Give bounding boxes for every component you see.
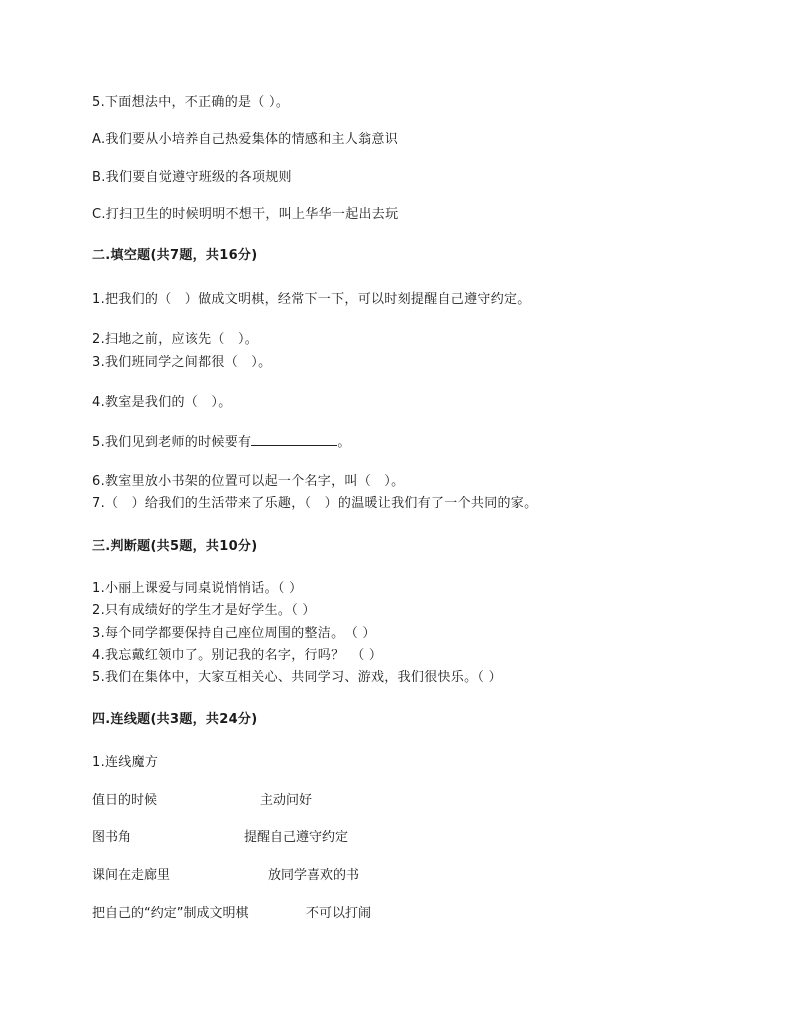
match-left-item[interactable]: 值日的时候 xyxy=(92,793,158,808)
fill-q5-prefix: 5.我们见到老师的时候要有 xyxy=(92,435,252,450)
answer-blank[interactable] xyxy=(251,433,337,446)
fill-q7: 7.（ ）给我们的生活带来了乐趣，（ ）的温暖让我们有了一个共同的家。 xyxy=(92,496,538,511)
q5-stem: 5.下面想法中，不正确的是（ ）。 xyxy=(92,95,290,110)
judge-q4: 4.我忘戴红领巾了。别记我的名字，行吗？ （ ） xyxy=(92,648,383,663)
fill-section-title: 二.填空题(共7题，共16分) xyxy=(92,248,258,263)
q5-option-a: A.我们要从小培养自己热爱集体的情感和主人翁意识 xyxy=(92,132,398,147)
fill-q4: 4.教室是我们的（ ）。 xyxy=(92,395,232,410)
q5-option-c: C.打扫卫生的时候明明不想干，叫上华华一起出去玩 xyxy=(92,207,399,222)
judge-section-title: 三.判断题(共5题，共10分) xyxy=(92,539,258,554)
match-right-item[interactable]: 提醒自己遵守约定 xyxy=(244,830,349,845)
fill-q5-suffix: 。 xyxy=(337,435,351,450)
fill-q1: 1.把我们的（ ）做成文明棋，经常下一下，可以时刻提醒自己遵守约定。 xyxy=(92,292,531,307)
match-right-item[interactable]: 不可以打闹 xyxy=(306,906,372,921)
match-right-item[interactable]: 放同学喜欢的书 xyxy=(268,868,360,883)
judge-q3: 3.每个同学都要保持自己座位周围的整洁。 （ ） xyxy=(92,626,376,641)
match-left-item[interactable]: 把自己的“约定”制成文明棋 xyxy=(92,906,249,921)
match-q1: 1.连线魔方 xyxy=(92,755,159,770)
match-left-item[interactable]: 课间在走廊里 xyxy=(92,868,171,883)
match-right-item[interactable]: 主动问好 xyxy=(260,793,313,808)
judge-q5: 5.我们在集体中，大家互相关心、共同学习、游戏，我们很快乐。（ ） xyxy=(92,670,502,685)
fill-q2: 2.扫地之前，应该先（ ）。 xyxy=(92,332,259,347)
judge-q1: 1.小丽上课爱与同桌说悄悄话。（ ） xyxy=(92,581,303,596)
judge-q2: 2.只有成绩好的学生才是好学生。（ ） xyxy=(92,603,316,618)
fill-q6: 6.教室里放小书架的位置可以起一个名字，叫（ ）。 xyxy=(92,474,405,489)
fill-q3: 3.我们班同学之间都很（ ）。 xyxy=(92,355,272,370)
match-left-item[interactable]: 图书角 xyxy=(92,830,132,845)
match-section-title: 四.连线题(共3题，共24分) xyxy=(92,712,258,727)
q5-option-b: B.我们要自觉遵守班级的各项规则 xyxy=(92,170,292,185)
fill-q5 xyxy=(92,433,351,452)
